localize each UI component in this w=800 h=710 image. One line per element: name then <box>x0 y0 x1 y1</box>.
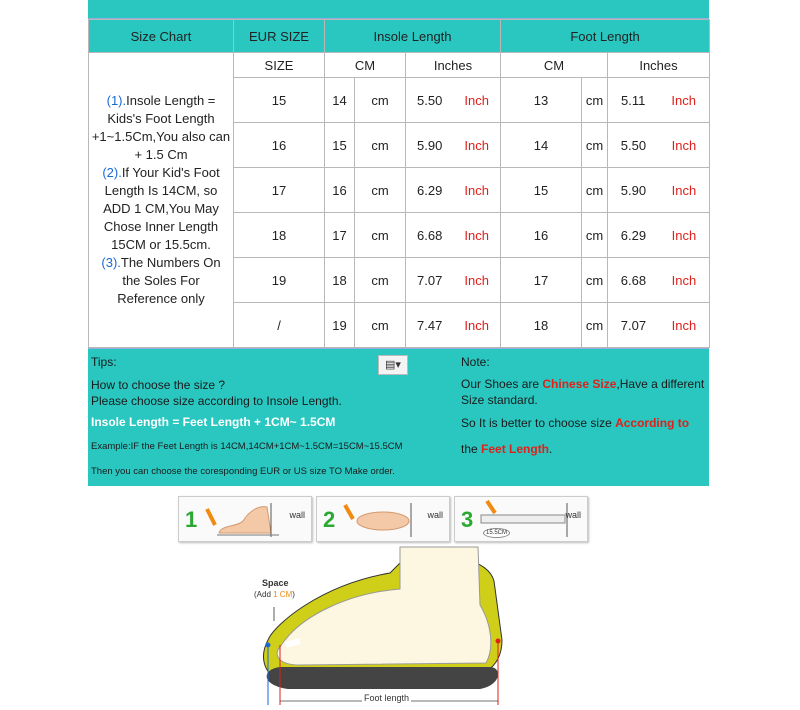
insole-inch-value: 5.50 <box>417 92 443 108</box>
note-text: . <box>549 442 553 456</box>
foot-inch-cell <box>608 303 710 348</box>
add-cm-label <box>254 590 295 599</box>
insole-cm-value: 17 <box>325 213 355 258</box>
note-line-4 <box>461 442 552 456</box>
instructions-cell <box>89 53 234 348</box>
foot-inch-cell <box>608 168 710 213</box>
foot-inch-cell <box>608 123 710 168</box>
insole-inch-value: 5.90 <box>417 137 443 153</box>
eur-size-cell: 16 <box>234 123 325 168</box>
size-chart-table <box>88 19 710 348</box>
note-highlight: Feet Length <box>481 442 550 456</box>
eur-size-cell: 19 <box>234 258 325 303</box>
insole-cm-unit: cm <box>355 78 406 123</box>
insole-inch-cell <box>406 303 501 348</box>
note-highlight: Chinese Size <box>542 377 617 391</box>
eur-size-cell: 18 <box>234 213 325 258</box>
step-number: 3 <box>461 507 474 532</box>
wall-label: wall <box>427 510 443 520</box>
foot-inch-value: 5.11 <box>621 92 646 108</box>
foot-cm-value: 15 <box>501 168 582 213</box>
note-1-text: Insole Length = Kids's Foot Length +1~1.5Cm,You also can + 1.5 Cm <box>91 93 231 162</box>
foot-cm-unit: cm <box>582 78 608 123</box>
eur-size-cell: 17 <box>234 168 325 213</box>
insole-cm-value: 18 <box>325 258 355 303</box>
step-1-panel <box>178 496 312 542</box>
foot-inch-value: 5.50 <box>620 137 647 153</box>
foot-length-label: Foot length <box>364 693 410 703</box>
insole-inch-value: 6.29 <box>417 182 443 198</box>
insole-cm-unit: cm <box>355 258 406 303</box>
foot-inch-unit: Inch <box>671 92 696 108</box>
shoe-fit-diagram <box>240 545 510 705</box>
insole-cm-unit: cm <box>355 303 406 348</box>
tips-then: Then you can choose the coresponding EUR or US size TO Make order. <box>91 466 395 477</box>
subheader-insole-inches: Inches <box>406 53 501 78</box>
subheader-row <box>89 53 710 78</box>
foot-inch-cell <box>608 78 710 123</box>
subheader-size: SIZE <box>234 53 325 78</box>
add-cm-text: (Add <box>254 590 274 599</box>
insole-inch-unit: Inch <box>464 272 489 288</box>
foot-cm-unit: cm <box>582 123 608 168</box>
header-row <box>89 20 710 53</box>
note-text: the <box>461 442 482 456</box>
top-strip <box>88 0 709 19</box>
note-1-number: (1). <box>106 93 127 108</box>
foot-inch-unit: Inch <box>671 137 697 153</box>
insole-cm-value: 15 <box>325 123 355 168</box>
tips-title: Tips: <box>91 355 117 369</box>
note-text: ,Have a different <box>616 377 705 391</box>
tips-formula: Insole Length = Feet Length + 1CM~ 1.5CM <box>91 415 336 429</box>
insole-inch-unit: Inch <box>464 182 489 198</box>
foot-inch-value: 6.68 <box>620 272 647 288</box>
insole-inch-cell <box>406 168 501 213</box>
note-3-text: The Numbers On the Soles For Reference only <box>117 255 221 306</box>
foot-cm-value: 16 <box>501 213 582 258</box>
paste-options-icon[interactable]: ▤▾ <box>378 355 408 375</box>
step-2-panel <box>316 496 450 542</box>
note-2-text: If Your Kid's Foot Length Is 14CM, so ADD 1 CM,You May Chose Inner Length 15CM or 15.5cm. <box>103 165 220 252</box>
insole-inch-unit: Inch <box>464 137 489 153</box>
step-number: 2 <box>323 507 336 532</box>
note-line-3 <box>461 416 689 430</box>
tips-line-1: How to choose the size ? <box>91 378 226 392</box>
tips-panel <box>88 348 709 486</box>
note-line-2: Size standard. <box>461 393 538 407</box>
foot-inch-value: 5.90 <box>620 182 647 198</box>
insole-cm-unit: cm <box>355 168 406 213</box>
note-highlight: According to <box>615 416 690 430</box>
wall-label: wall <box>565 510 581 520</box>
header-insole-length: Insole Length <box>325 20 501 53</box>
space-label: Space <box>262 578 289 588</box>
add-cm-highlight: 1 CM <box>273 590 293 599</box>
header-size-chart: Size Chart <box>89 20 234 53</box>
insole-cm-value: 16 <box>325 168 355 213</box>
insole-cm-value: 14 <box>325 78 355 123</box>
foot-cm-value: 17 <box>501 258 582 303</box>
insole-cm-unit: cm <box>355 213 406 258</box>
foot-inch-value: 7.07 <box>620 317 647 333</box>
foot-cm-value: 18 <box>501 303 582 348</box>
foot-cm-unit: cm <box>582 168 608 213</box>
note-text: Our Shoes are <box>461 377 543 391</box>
foot-inch-value: 6.29 <box>620 227 647 243</box>
eur-size-cell: 15 <box>234 78 325 123</box>
subheader-foot-cm: CM <box>501 53 608 78</box>
insole-inch-value: 7.47 <box>417 317 443 333</box>
tips-line-2: Please choose size according to Insole Length. <box>91 394 342 408</box>
header-eur-size: EUR SIZE <box>234 20 325 53</box>
insole-cm-unit: cm <box>355 123 406 168</box>
insole-inch-value: 7.07 <box>417 272 443 288</box>
insole-inch-unit: Inch <box>464 227 489 243</box>
foot-inch-cell <box>608 213 710 258</box>
note-2-number: (2). <box>102 165 122 180</box>
foot-inch-unit: Inch <box>671 182 697 198</box>
note-text: So It is better to choose size <box>461 416 616 430</box>
foot-cm-unit: cm <box>582 213 608 258</box>
insole-inch-cell <box>406 258 501 303</box>
note-3-number: (3). <box>101 255 121 270</box>
insole-inch-cell <box>406 213 501 258</box>
subheader-insole-cm: CM <box>325 53 406 78</box>
insole-inch-unit: Inch <box>464 317 489 333</box>
foot-cm-value: 14 <box>501 123 582 168</box>
foot-inch-cell <box>608 258 710 303</box>
wall-label: wall <box>289 510 305 520</box>
eur-size-cell: / <box>234 303 325 348</box>
foot-cm-value: 13 <box>501 78 582 123</box>
add-cm-text: ) <box>292 590 295 599</box>
foot-inch-unit: Inch <box>671 317 697 333</box>
subheader-foot-inches: Inches <box>608 53 710 78</box>
foot-cm-unit: cm <box>582 258 608 303</box>
header-foot-length: Foot Length <box>501 20 710 53</box>
foot-inch-unit: Inch <box>671 272 697 288</box>
insole-inch-cell <box>406 78 501 123</box>
shoe-foot-illustration <box>240 545 510 705</box>
note-line-1 <box>461 377 704 391</box>
insole-inch-cell <box>406 123 501 168</box>
foot-inch-unit: Inch <box>671 227 697 243</box>
tips-example: Example:IF the Feet Length is 14CM,14CM+1CM~1.5CM=15CM~15.5CM <box>91 441 403 452</box>
note-title: Note: <box>461 355 490 369</box>
measuring-steps <box>178 496 598 542</box>
insole-cm-value: 19 <box>325 303 355 348</box>
size-chart-sheet <box>88 0 709 486</box>
step-number: 1 <box>185 507 198 532</box>
insole-inch-unit: Inch <box>464 92 489 108</box>
foot-cm-unit: cm <box>582 303 608 348</box>
insole-inch-value: 6.68 <box>417 227 443 243</box>
step-3-panel <box>454 496 588 542</box>
ruler-tag: 15.5CM <box>483 528 510 538</box>
